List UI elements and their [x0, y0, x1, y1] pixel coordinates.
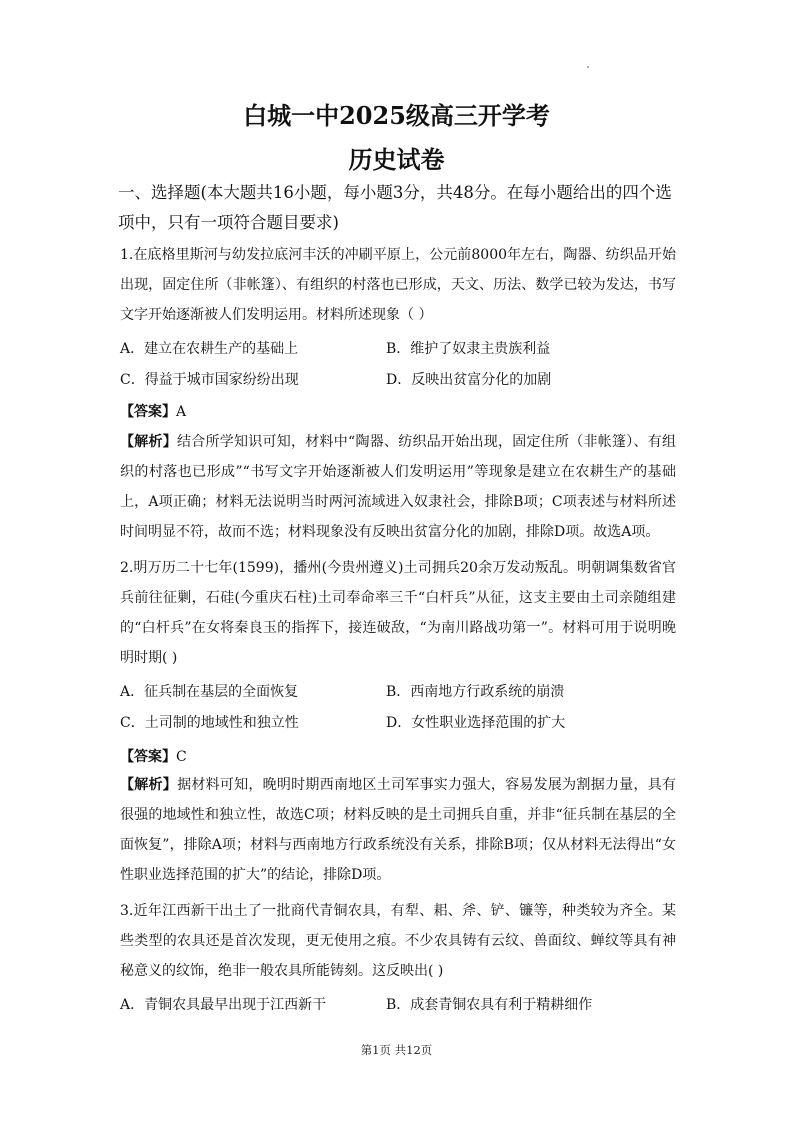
question-1-stem: 1.在底格里斯河与幼发拉底河丰沃的冲刷平原上，公元前8000年左右，陶器、纺织品开始出现，固定住所（非帐篷）、有组织的村落也已形成，天文、历法、数学已较为发达，书写文字开始逐渐被人们发明运用。材料所述现象（ ） — [120, 247, 676, 323]
question-1-option-a: A．建立在农耕生产的基础上 — [120, 341, 299, 357]
question-2-analysis — [120, 770, 676, 890]
analysis-text: 据材料可知，晚明时期西南地区土司军事实力强大，容易发展为割据力量，具有很强的地域性和独立性，故选C项；材料反映的是土司拥兵自重，并非“征兵制在基层的全面恢复”，排除A项；材料与西南地方行政系统没有关系，排除B项；仅从材料无法得出“女性职业选择范围的扩大”的结论，排除D项。 — [120, 777, 677, 883]
answer-label: 【答案】 — [120, 404, 176, 420]
question-2-stem: 2.明万历二十七年(1599)，播州(今贵州遵义)土司拥兵20余万发动叛乱。明朝调集数省官兵前往征剿，石硅(今重庆石柱)土司奉命率三千“白杆兵”从征，这支主要由土司亲随组建的“白杆兵”在女将秦良玉的指挥下，接连破敌，“为南川路战功第一”。材料可用于说明晚明时期( ) — [120, 560, 676, 666]
question-2-option-a: A．征兵制在基层的全面恢复 — [120, 684, 299, 700]
question-2-option-d: D．女性职业选择范围的扩大 — [386, 715, 566, 731]
section-heading: 一、选择题(本大题共16小题，每小题3分，共48分。在每小题给出的四个选项中，只有一项符合题目要求) — [118, 183, 672, 232]
question-1-analysis — [120, 427, 676, 547]
analysis-label: 【解析】 — [120, 777, 178, 793]
question-1-option-d: D．反映出贫富分化的加剧 — [386, 372, 552, 388]
question-3-option-a: A．青铜农具最早出现于江西新干 — [120, 997, 327, 1013]
answer-label: 【答案】 — [120, 749, 176, 765]
exam-title: 白城一中2025级高三开学考 — [243, 101, 550, 130]
exam-subject: 历史试卷 — [348, 145, 445, 174]
answer-value: C — [176, 749, 187, 765]
question-1-option-b: B．维护了奴隶主贵族利益 — [386, 341, 551, 357]
question-3-option-b: B．成套青铜农具有利于精耕细作 — [386, 997, 593, 1013]
question-2-option-b: B．西南地方行政系统的崩溃 — [386, 684, 565, 700]
question-2-option-c: C．土司制的地域性和独立性 — [120, 715, 299, 731]
question-1-answer — [120, 402, 186, 422]
analysis-text: 结合所学知识可知，材料中“陶器、纺织品开始出现，固定住所（非帐篷）、有组织的村落也已形成”“书写文字开始逐渐被人们发明运用”等现象是建立在农耕生产的基础上，A项正确；材料无法说明当时两河流域进入奴隶社会，排除B项；C项表述与材料所述时间明显不符，故而不选；材料现象没有反映出贫富分化的加剧，排除D项。故选A项。 — [120, 434, 677, 540]
scan-speck — [587, 66, 589, 68]
answer-value: A — [176, 404, 187, 420]
question-1-option-c: C．得益于城市国家纷纷出现 — [120, 372, 299, 388]
question-3-stem: 3.近年江西新干出土了一批商代青铜农具，有犁、耜、斧、铲、镰等，种类较为齐全。某些类型的农具还是首次发现，更无使用之痕。不少农具铸有云纹、兽面纹、蝉纹等具有神秘意义的纹饰，绝非一般农具所能铸刻。这反映出( ) — [120, 903, 676, 979]
page-number: 第1页 共12页 — [360, 1043, 433, 1057]
question-2-answer — [120, 747, 187, 767]
analysis-label: 【解析】 — [120, 434, 178, 450]
